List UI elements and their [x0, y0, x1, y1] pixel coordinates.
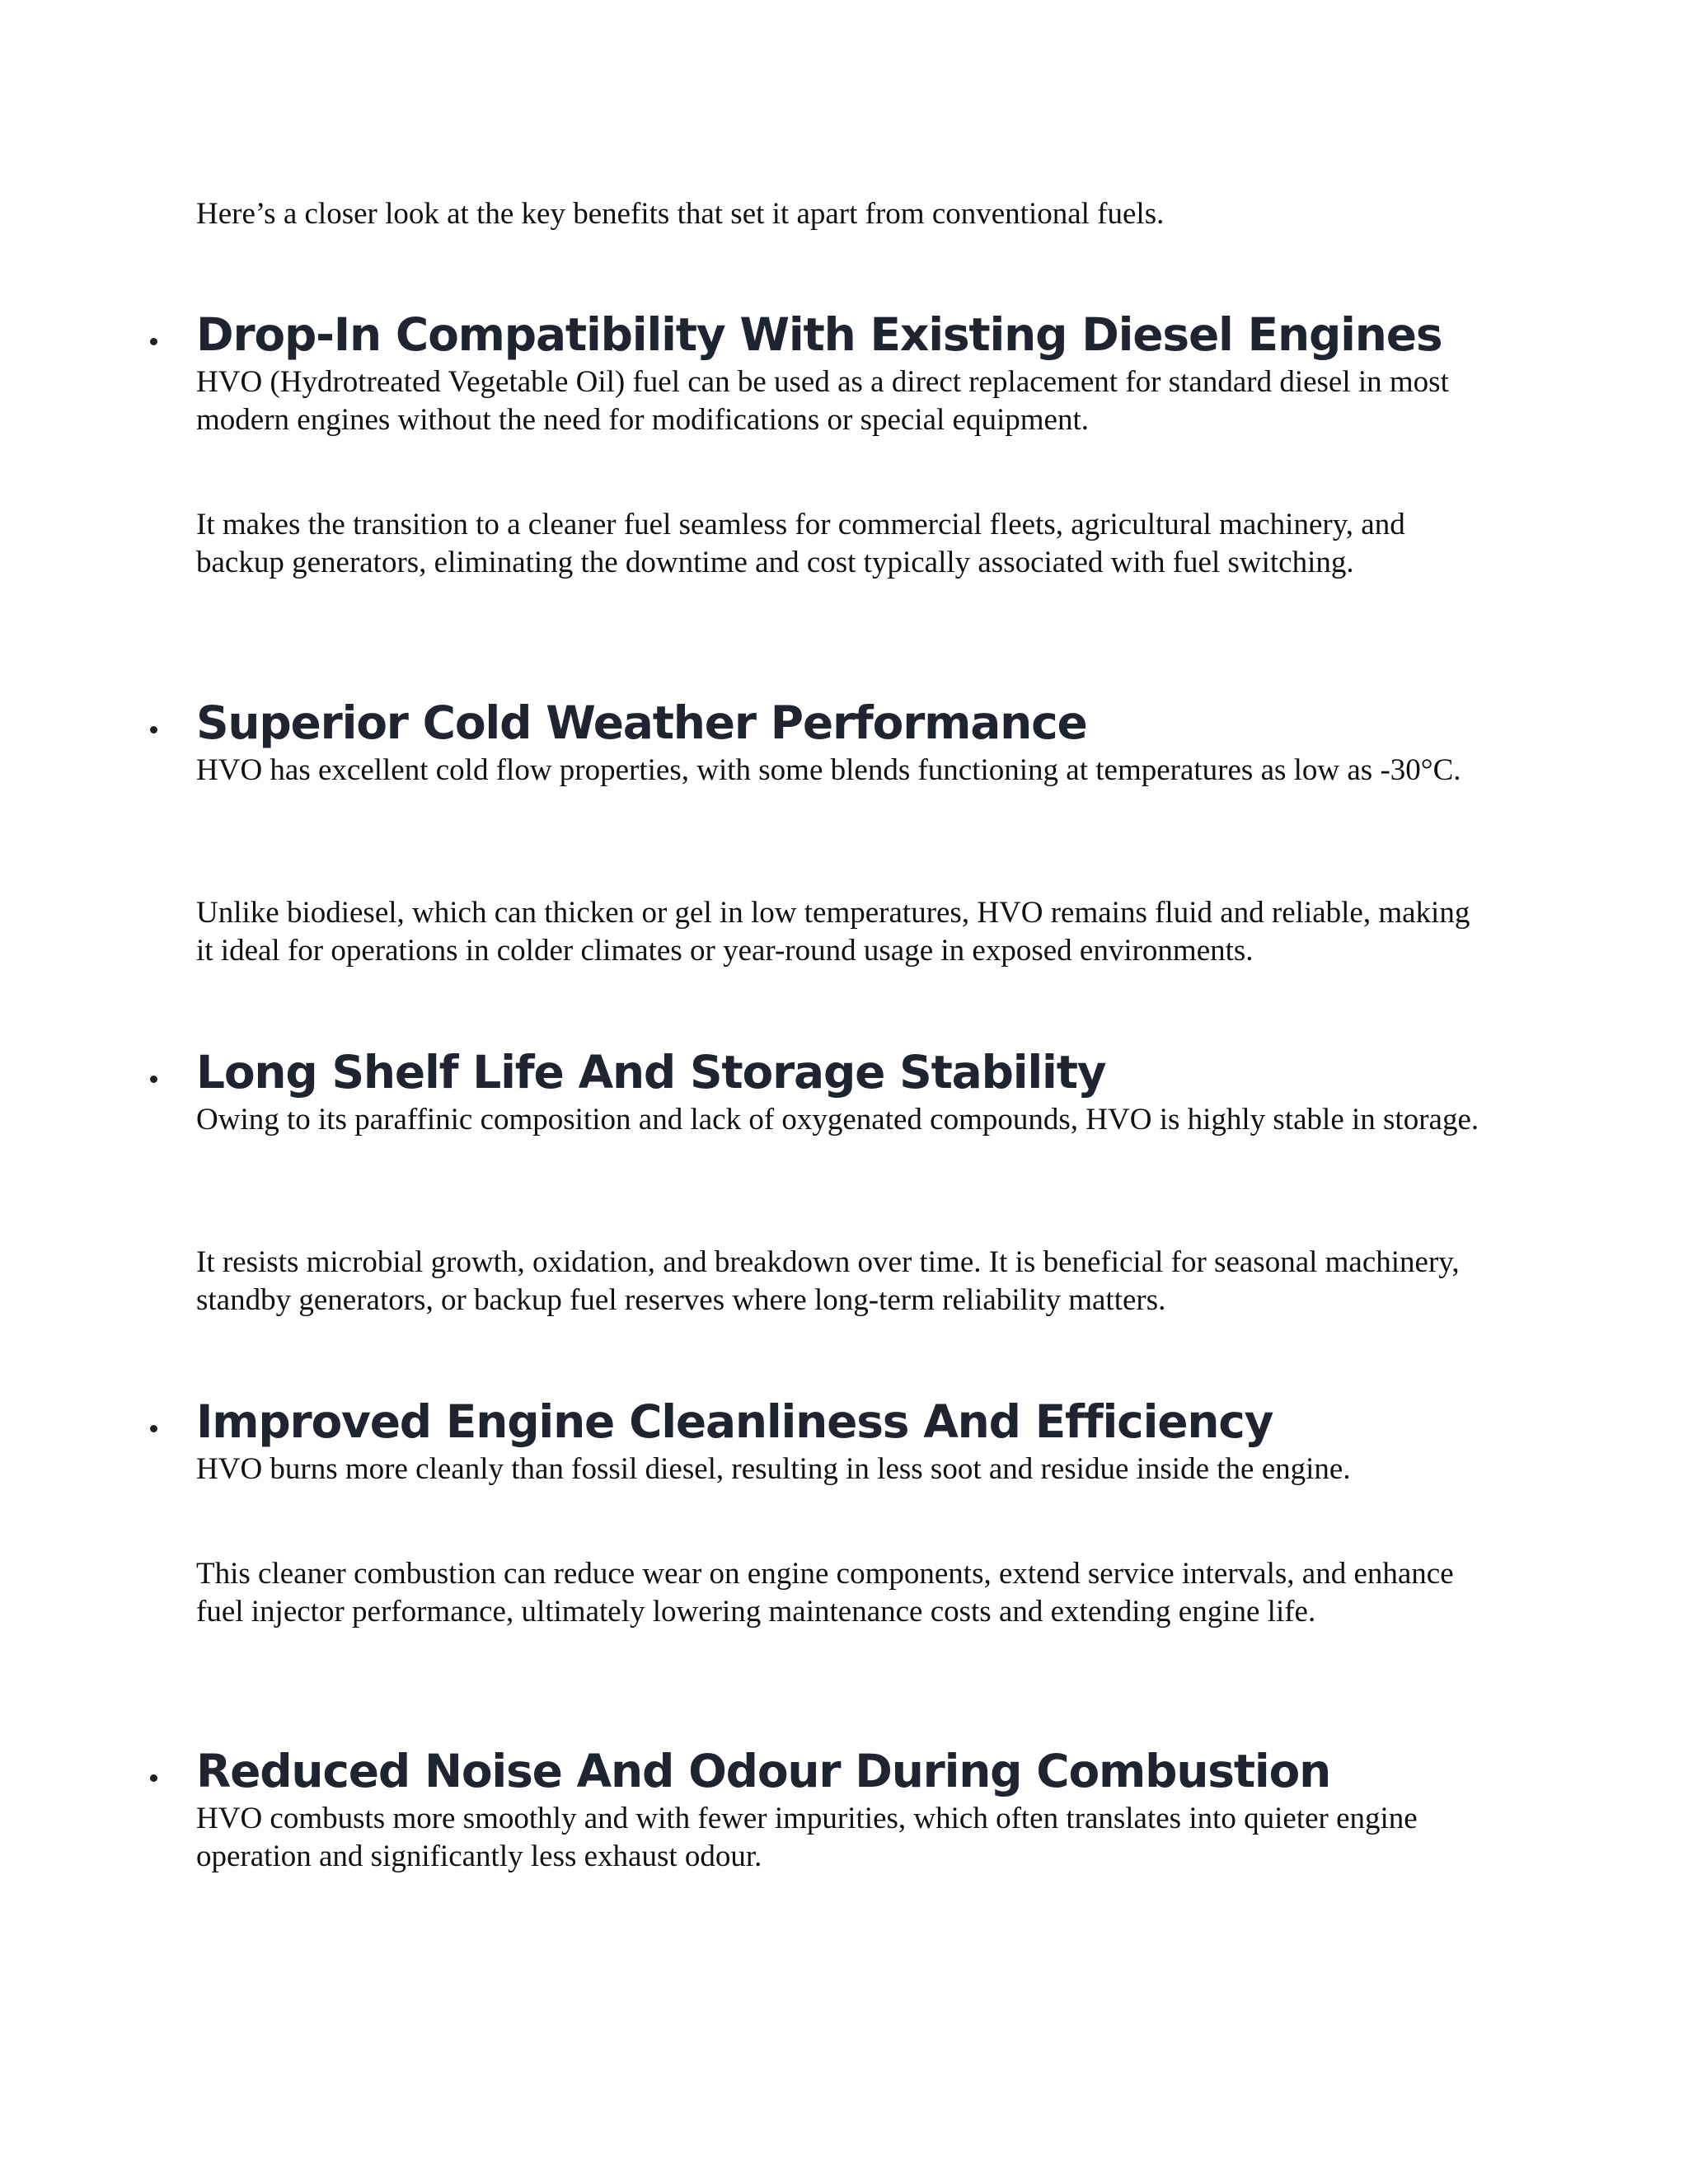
section-paragraph: It makes the transition to a cleaner fuel seamless for commercial fleets, agricultural machinery, and backup generators, eliminating the downtime and cost typically associated with fuel switching.: [196, 508, 1405, 579]
section-heading: Reduced Noise And Odour During Combustion: [196, 1745, 1331, 1797]
section-heading: Drop-In Compatibility With Existing Diesel Engines: [196, 308, 1442, 361]
section-heading: Superior Cold Weather Performance: [196, 696, 1087, 749]
bullet-icon: [145, 1770, 162, 1787]
section-paragraph: Unlike biodiesel, which can thicken or gel in low temperatures, HVO remains fluid and reliable, making it ideal for operations in colder climates or year-round usage in exposed environments.: [196, 896, 1470, 968]
section-paragraph: HVO burns more cleanly than fossil diesel, resulting in less soot and residue inside the engine.: [196, 1452, 1351, 1486]
section-heading: Improved Engine Cleanliness And Efficiency: [196, 1395, 1273, 1448]
section-paragraph: HVO (Hydrotreated Vegetable Oil) fuel can be used as a direct replacement for standard diesel in most modern engines without the need for modifications or special equipment.: [196, 365, 1449, 437]
section-paragraph: Owing to its paraffinic composition and lack of oxygenated compounds, HVO is highly stable in storage.: [196, 1103, 1479, 1137]
section-heading: Long Shelf Life And Storage Stability: [196, 1046, 1106, 1099]
section-paragraph: HVO has excellent cold flow properties, with some blends functioning at temperatures as low as -30°C.: [196, 753, 1461, 787]
bullet-icon: [145, 1071, 162, 1088]
section-paragraph: HVO combusts more smoothly and with fewer impurities, which often translates into quieter engine operation and significantly less exhaust odour.: [196, 1802, 1418, 1873]
section-paragraph: This cleaner combustion can reduce wear on engine components, extend service intervals, and enhance fuel injector performance, ultimately lowering maintenance costs and extending engine life.: [196, 1557, 1454, 1629]
section-paragraph: It resists microbial growth, oxidation, and breakdown over time. It is beneficial for seasonal machinery, standby generators, or backup fuel reserves where long-term reliability matters.: [196, 1245, 1460, 1317]
bullet-icon: [145, 334, 162, 350]
bullet-icon: [145, 1421, 162, 1437]
bullet-icon: [145, 722, 162, 738]
intro-paragraph: Here’s a closer look at the key benefits that set it apart from conventional fuels.: [196, 197, 1165, 231]
